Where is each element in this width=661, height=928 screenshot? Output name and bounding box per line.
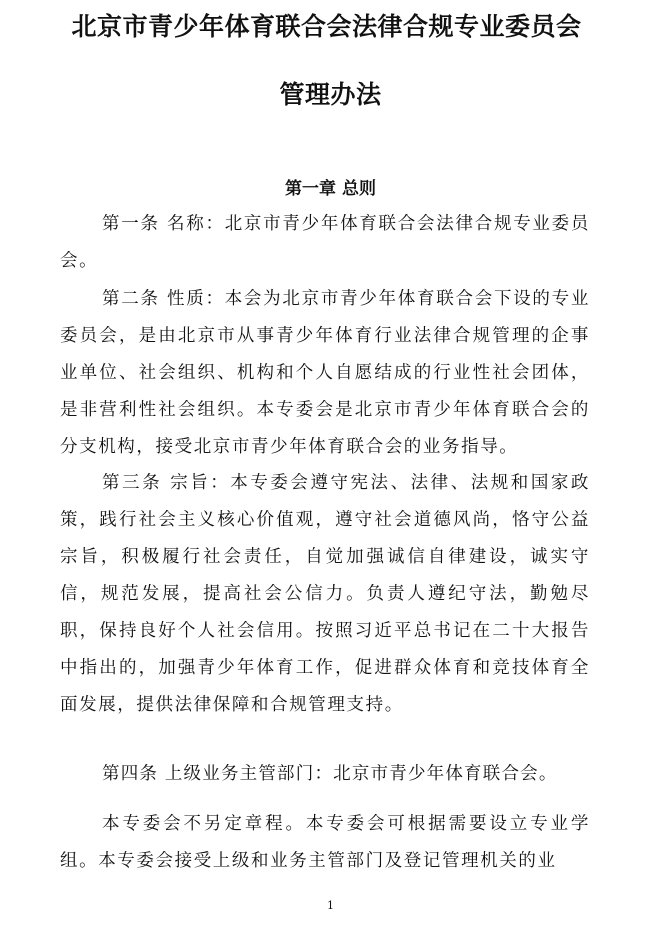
page-number: 1 xyxy=(327,899,334,912)
article-2: 第二条 性质：本会为北京市青少年体育联合会下设的专业委员会，是由北京市从事青少年体育行业法律合规管理的企事业单位、社会组织、机构和个人自愿结成的行业性社会团体，是非营利性社会组织。本专委会是北京市青少年体育联合会的分支机构，接受北京市青少年体育联合会的业务指导。 xyxy=(60,289,590,457)
document-title-line-1: 北京市青少年体育联合会法律合规专业委员会 xyxy=(71,12,582,41)
body-paragraph: 本专委会不另定章程。本专委会可根据需要设立专业学组。本专委会接受上级和业务主管部门及登记管理机关的业 xyxy=(60,814,590,871)
article-1: 第一条 名称：北京市青少年体育联合会法律合规专业委员会。 xyxy=(60,214,590,271)
article-3: 第三条 宗旨：本专委会遵守宪法、法律、法规和国家政策，践行社会主义核心价值观，遵守社会道德风尚，恪守公益宗旨，积极履行社会责任，自觉加强诚信自律建设，诚实守信，规范发展，提高社会公信力。负责人遵纪守法，勤勉尽职，保持良好个人社会信用。按照习近平总书记在二十大报告中指出的，加强青少年体育工作，促进群众体育和竞技体育全面发展，提供法律保障和合规管理支持。 xyxy=(60,473,590,715)
article-4: 第四条 上级业务主管部门：北京市青少年体育联合会。 xyxy=(102,764,558,784)
document-title-line-2: 管理办法 xyxy=(279,80,382,109)
chapter-heading: 第一章 总则 xyxy=(285,179,376,199)
